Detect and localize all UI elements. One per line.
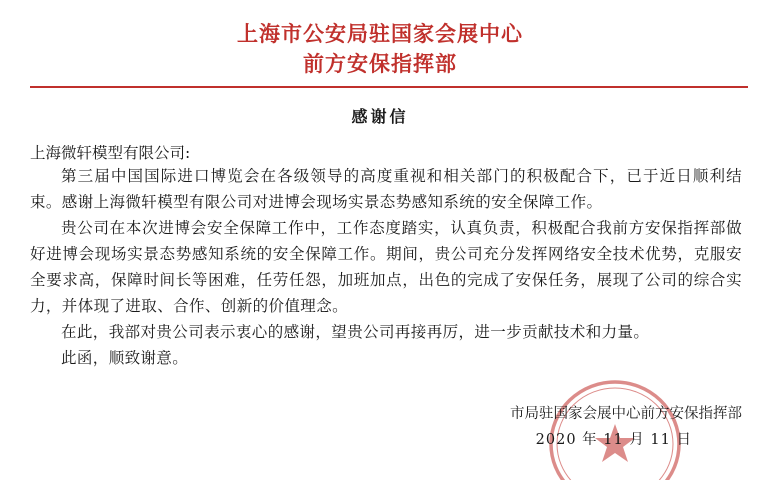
official-seal-icon [545,372,685,480]
letterhead-divider [30,86,748,88]
letterhead-org-line2: 前方安保指挥部 [303,51,457,76]
letterhead-org-line1: 上海市公安局驻国家会展中心 [237,21,523,46]
signature-org: 市局驻国家会展中心前方安保指挥部 [510,406,742,422]
body-paragraph: 贵公司在本次进博会安全保障工作中，工作态度踏实，认真负责，积极配合我前方安保指挥部做好进博会现场实景态势感知系统的安全保障工作。期间，贵公司充分发挥网络安全技术优势，克服安全要求高，保障时间长等困难，任劳任怨，加班加点，出色的完成了安保任务，展现了公司的综合实力，并体现了进取、合作、创新的价值理念。 [30,219,742,315]
body-paragraph: 在此，我部对贵公司表示衷心的感谢，望贵公司再接再厉，进一步贡献技术和力量。 [61,323,650,341]
salutation: 上海微轩模型有限公司: [30,144,191,162]
body-paragraph: 第三届中国国际进口博览会在各级领导的高度重视和相关部门的积极配合下，已于近日顺利结束。感谢上海微轩模型有限公司对进博会现场实景态势感知系统的安全保障工作。 [30,167,742,211]
body-paragraph: 此函，顺致谢意。 [61,349,189,367]
letter-title: 感谢信 [351,107,409,126]
letter-date: 2020 年 11 月 11 日 [535,432,692,448]
letter-body [30,163,742,371]
